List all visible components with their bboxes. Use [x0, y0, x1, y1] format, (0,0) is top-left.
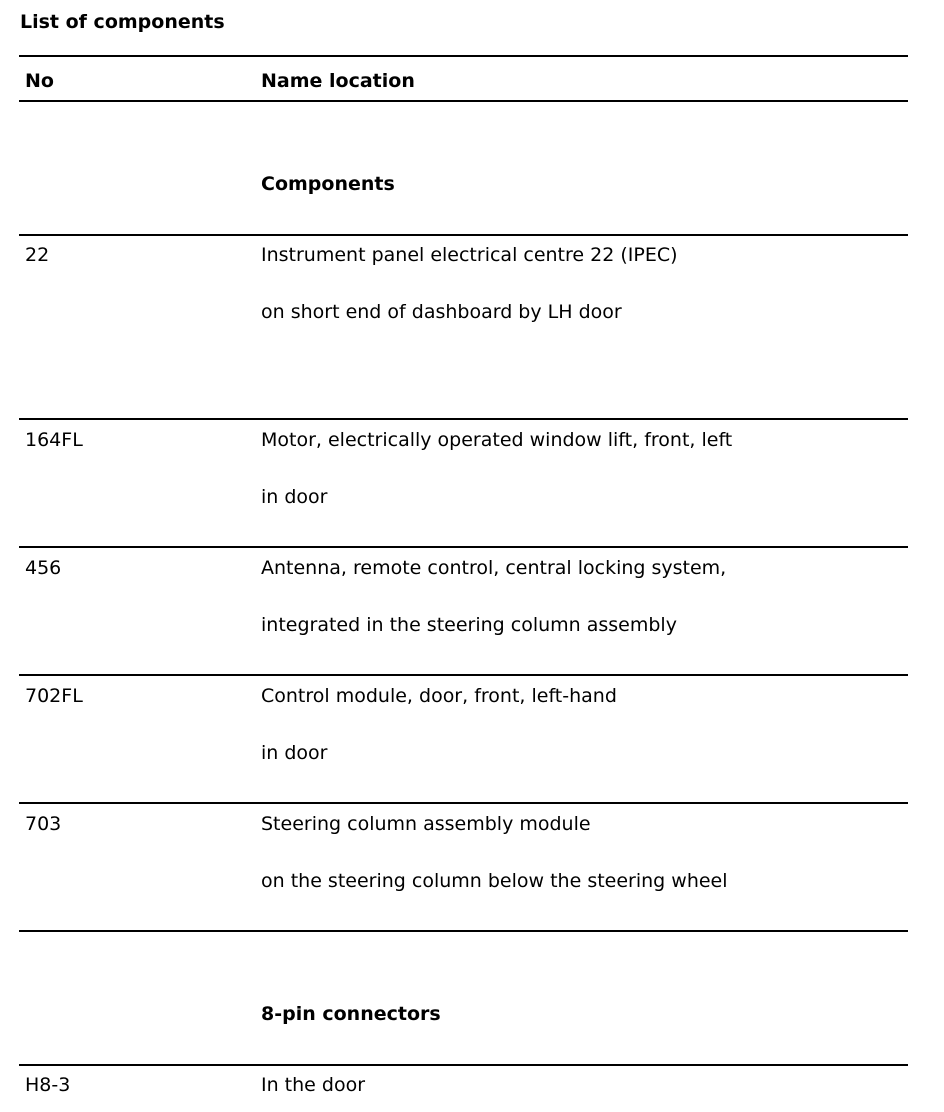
section-heading: 8-pin connectors [261, 1003, 441, 1025]
row-divider [19, 418, 908, 420]
row-no: 702FL [25, 685, 83, 707]
row-location: integrated in the steering column assembly [261, 614, 677, 636]
header-top-rule [19, 55, 908, 57]
row-location: in door [261, 742, 328, 764]
row-divider [19, 1064, 908, 1066]
row-no: 703 [25, 813, 62, 835]
row-location: on the steering column below the steering wheel [261, 870, 728, 892]
row-no: 164FL [25, 429, 83, 451]
row-divider [19, 234, 908, 236]
row-location: in door [261, 486, 328, 508]
row-name: Antenna, remote control, central locking system, [261, 557, 727, 579]
row-no: H8-3 [25, 1074, 71, 1096]
row-name: Motor, electrically operated window lift, front, left [261, 429, 733, 451]
row-divider [19, 802, 908, 804]
row-name: Steering column assembly module [261, 813, 591, 835]
row-no: 22 [25, 244, 50, 266]
page-title: List of components [20, 11, 225, 33]
row-no: 456 [25, 557, 62, 579]
header-no: No [25, 70, 54, 92]
row-location: on short end of dashboard by LH door [261, 301, 622, 323]
section-divider [19, 930, 908, 932]
row-name: In the door [261, 1074, 366, 1096]
row-divider [19, 674, 908, 676]
row-name: Instrument panel electrical centre 22 (IPEC) [261, 244, 678, 266]
section-heading: Components [261, 173, 395, 195]
header-name-location: Name location [261, 70, 415, 92]
row-name: Control module, door, front, left-hand [261, 685, 617, 707]
header-bottom-rule [19, 100, 908, 102]
row-divider [19, 546, 908, 548]
